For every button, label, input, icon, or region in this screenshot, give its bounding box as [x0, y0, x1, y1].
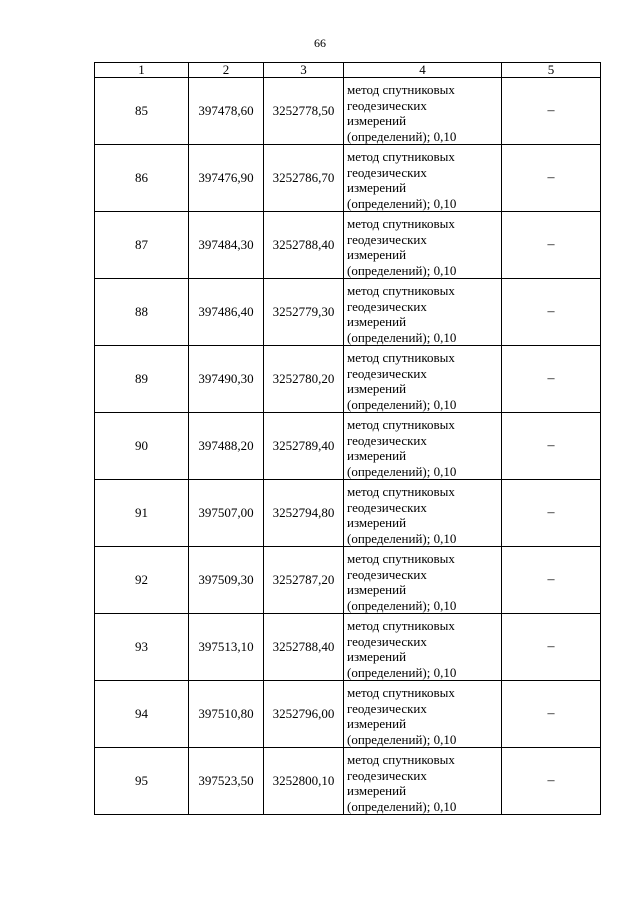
table-body	[95, 78, 601, 815]
method-line: (определений); 0,10	[347, 262, 457, 278]
coordinates-table	[94, 62, 601, 815]
point-number-cell: 90	[95, 413, 189, 480]
method-cell	[344, 614, 502, 681]
y-coordinate-cell: 3252788,40	[264, 212, 344, 279]
header-col-4: 4	[344, 63, 502, 78]
method-line: измерений	[347, 314, 407, 329]
x-coordinate-cell: 397513,10	[189, 614, 264, 681]
header-col-3: 3	[264, 63, 344, 78]
method-cell	[344, 547, 502, 614]
method-line: метод спутниковых	[347, 283, 455, 298]
y-coordinate-cell: 3252780,20	[264, 346, 344, 413]
table-row	[95, 78, 601, 145]
method-cell	[344, 346, 502, 413]
table-header	[95, 63, 601, 78]
method-line: метод спутниковых	[347, 484, 455, 499]
y-coordinate-cell: 3252779,30	[264, 279, 344, 346]
table-row	[95, 413, 601, 480]
table-row	[95, 547, 601, 614]
x-coordinate-cell: 397486,40	[189, 279, 264, 346]
method-line: метод спутниковых	[347, 685, 455, 700]
method-line: геодезических	[347, 97, 427, 113]
note-cell: –	[502, 212, 601, 279]
method-cell	[344, 145, 502, 212]
method-line: метод спутниковых	[347, 551, 455, 566]
point-number-cell: 95	[95, 748, 189, 815]
method-line: геодезических	[347, 298, 427, 314]
method-line: (определений); 0,10	[347, 463, 457, 479]
method-line: измерений	[347, 381, 407, 396]
y-coordinate-cell: 3252788,40	[264, 614, 344, 681]
note-cell: –	[502, 748, 601, 815]
note-cell: –	[502, 78, 601, 145]
y-coordinate-cell: 3252794,80	[264, 480, 344, 547]
method-line: геодезических	[347, 164, 427, 180]
table-row	[95, 212, 601, 279]
x-coordinate-cell: 397509,30	[189, 547, 264, 614]
method-line: геодезических	[347, 566, 427, 582]
method-line: (определений); 0,10	[347, 329, 457, 345]
method-line: геодезических	[347, 499, 427, 515]
method-line: метод спутниковых	[347, 618, 455, 633]
y-coordinate-cell: 3252800,10	[264, 748, 344, 815]
method-line: измерений	[347, 113, 407, 128]
x-coordinate-cell: 397476,90	[189, 145, 264, 212]
method-line: метод спутниковых	[347, 752, 455, 767]
method-line: (определений); 0,10	[347, 731, 457, 747]
method-line: метод спутниковых	[347, 149, 455, 164]
note-cell: –	[502, 681, 601, 748]
note-cell: –	[502, 547, 601, 614]
note-cell: –	[502, 346, 601, 413]
point-number-cell: 85	[95, 78, 189, 145]
point-number-cell: 86	[95, 145, 189, 212]
y-coordinate-cell: 3252778,50	[264, 78, 344, 145]
method-line: измерений	[347, 448, 407, 463]
x-coordinate-cell: 397488,20	[189, 413, 264, 480]
x-coordinate-cell: 397510,80	[189, 681, 264, 748]
page-number: 66	[314, 36, 326, 50]
point-number-cell: 87	[95, 212, 189, 279]
method-line: геодезических	[347, 700, 427, 716]
note-cell: –	[502, 145, 601, 212]
y-coordinate-cell: 3252796,00	[264, 681, 344, 748]
method-line: (определений); 0,10	[347, 195, 457, 211]
table-row	[95, 279, 601, 346]
x-coordinate-cell: 397490,30	[189, 346, 264, 413]
method-line: измерений	[347, 649, 407, 664]
method-line: геодезических	[347, 432, 427, 448]
note-cell: –	[502, 413, 601, 480]
method-cell	[344, 212, 502, 279]
note-cell: –	[502, 614, 601, 681]
method-line: измерений	[347, 247, 407, 262]
table-row	[95, 480, 601, 547]
method-cell	[344, 748, 502, 815]
method-line: метод спутниковых	[347, 417, 455, 432]
method-line: измерений	[347, 716, 407, 731]
method-line: (определений); 0,10	[347, 396, 457, 412]
method-line: (определений); 0,10	[347, 597, 457, 613]
point-number-cell: 88	[95, 279, 189, 346]
header-col-2: 2	[189, 63, 264, 78]
header-row	[95, 63, 601, 78]
table-row	[95, 614, 601, 681]
method-line: (определений); 0,10	[347, 530, 457, 546]
method-cell	[344, 78, 502, 145]
note-cell: –	[502, 279, 601, 346]
method-line: измерений	[347, 582, 407, 597]
method-line: (определений); 0,10	[347, 798, 457, 814]
x-coordinate-cell: 397484,30	[189, 212, 264, 279]
table-row	[95, 145, 601, 212]
y-coordinate-cell: 3252789,40	[264, 413, 344, 480]
method-line: геодезических	[347, 633, 427, 649]
method-cell	[344, 413, 502, 480]
method-line: (определений); 0,10	[347, 128, 457, 144]
table-row	[95, 346, 601, 413]
method-cell	[344, 681, 502, 748]
header-col-1: 1	[95, 63, 189, 78]
point-number-cell: 93	[95, 614, 189, 681]
point-number-cell: 92	[95, 547, 189, 614]
x-coordinate-cell: 397478,60	[189, 78, 264, 145]
point-number-cell: 91	[95, 480, 189, 547]
method-cell	[344, 480, 502, 547]
table-row	[95, 748, 601, 815]
x-coordinate-cell: 397523,50	[189, 748, 264, 815]
point-number-cell: 89	[95, 346, 189, 413]
point-number-cell: 94	[95, 681, 189, 748]
method-line: геодезических	[347, 365, 427, 381]
method-line: измерений	[347, 783, 407, 798]
method-line: метод спутниковых	[347, 82, 455, 97]
method-line: (определений); 0,10	[347, 664, 457, 680]
header-col-5: 5	[502, 63, 601, 78]
method-line: измерений	[347, 515, 407, 530]
method-cell	[344, 279, 502, 346]
method-line: геодезических	[347, 767, 427, 783]
method-line: геодезических	[347, 231, 427, 247]
method-line: метод спутниковых	[347, 350, 455, 365]
note-cell: –	[502, 480, 601, 547]
method-line: метод спутниковых	[347, 216, 455, 231]
y-coordinate-cell: 3252787,20	[264, 547, 344, 614]
table-row	[95, 681, 601, 748]
y-coordinate-cell: 3252786,70	[264, 145, 344, 212]
method-line: измерений	[347, 180, 407, 195]
x-coordinate-cell: 397507,00	[189, 480, 264, 547]
